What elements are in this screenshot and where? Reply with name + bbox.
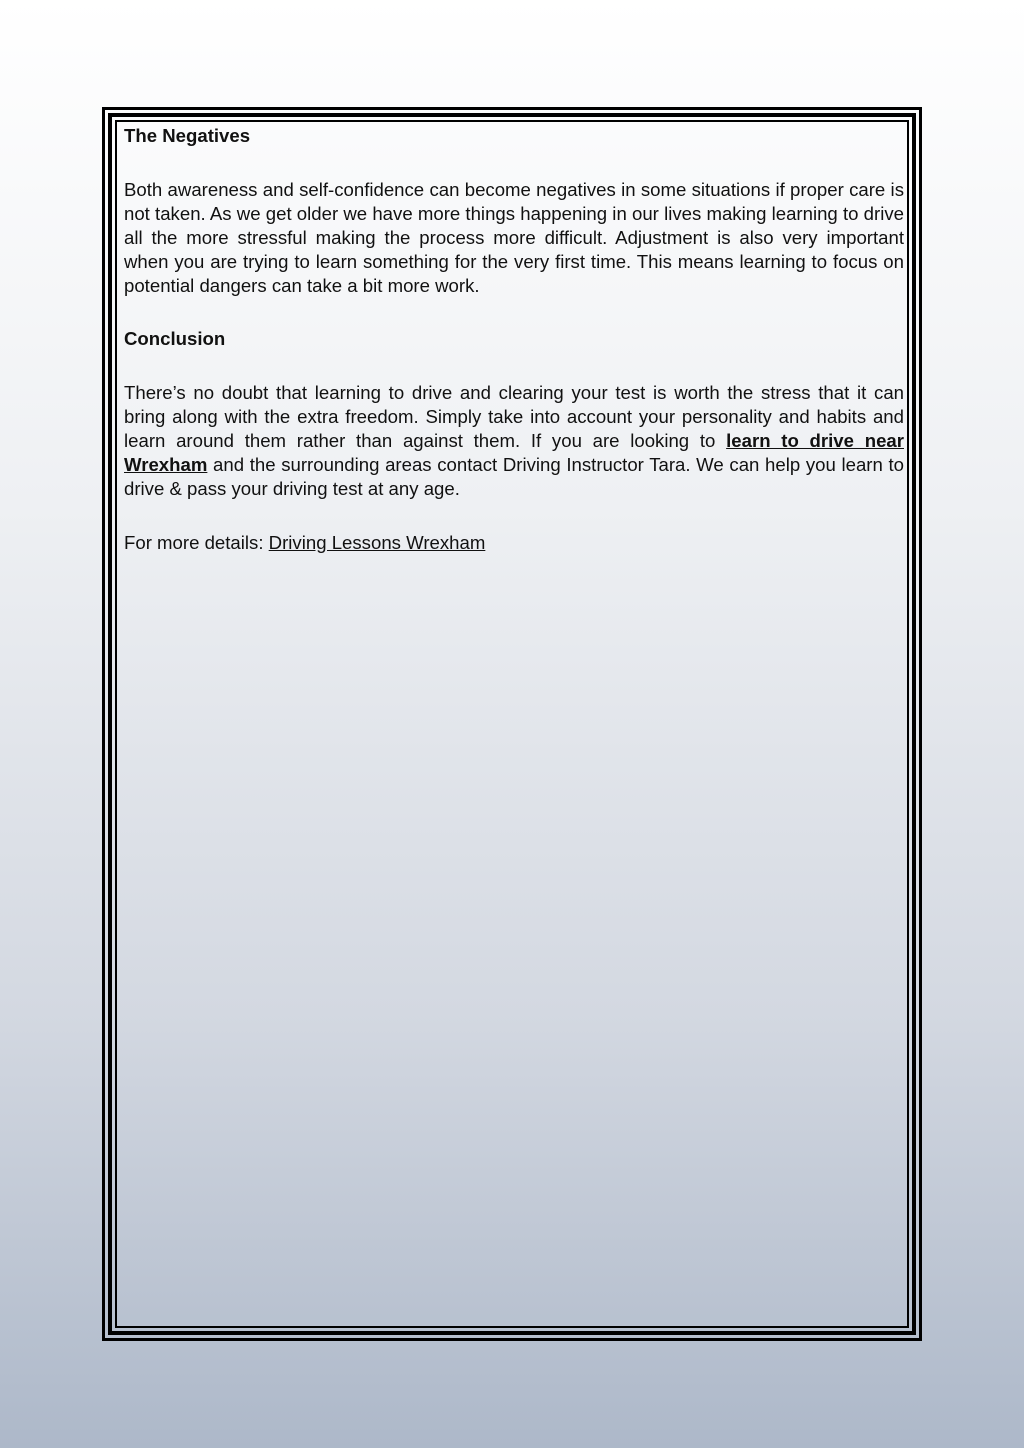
- document-content: [124, 124, 904, 585]
- more-details-label: For more details:: [124, 531, 269, 553]
- conclusion-text-end: and the surrounding areas contact Driving Instructor Tara. We can help you learn to drive & pass your driving test at any age.: [124, 454, 904, 499]
- conclusion-text-start: There’s no doubt that learning to drive and clearing your test is worth the stress that it can bring along with the extra freedom. Simply take into account your personality and habits and learn around them rather than against them. If you are looking to: [124, 382, 904, 452]
- learn-to-drive-wrexham-link[interactable]: learn to drive near Wrexham: [124, 430, 904, 476]
- conclusion-paragraph: [124, 381, 904, 501]
- negatives-paragraph: Both awareness and self-confidence can become negatives in some situations if proper care is not taken. As we get older we have more things happening in our lives making learning to drive all the more stressful making the process more difficult. Adjustment is also very important when you are trying to learn something for the very first time. This means learning to focus on potential dangers can take a bit more work.: [124, 178, 904, 296]
- conclusion-heading: Conclusion: [124, 328, 226, 350]
- more-details-line: [124, 531, 904, 555]
- negatives-heading: The Negatives: [124, 125, 251, 146]
- driving-lessons-wrexham-link[interactable]: Driving Lessons Wrexham: [268, 531, 486, 553]
